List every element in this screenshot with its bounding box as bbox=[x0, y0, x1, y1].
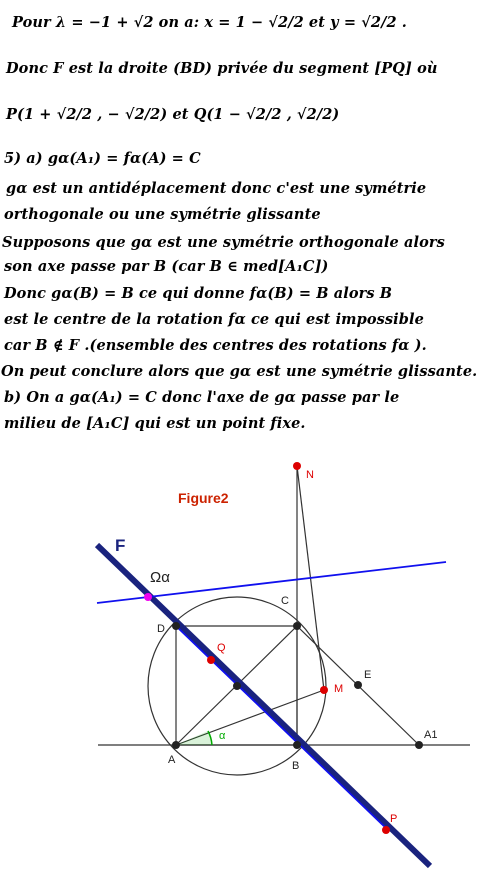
text-line-10: est le centre de la rotation fα ce qui est impossible bbox=[4, 311, 424, 328]
point-p bbox=[382, 826, 390, 834]
point-a1 bbox=[415, 741, 423, 749]
point-c bbox=[293, 622, 301, 630]
geometry-figure bbox=[0, 440, 483, 869]
label-m: M bbox=[334, 683, 344, 695]
figure-title: Figure2 bbox=[178, 490, 229, 506]
label-e: E bbox=[364, 669, 372, 681]
text-line-5: gα est un antidéplacement donc c'est une symétrie bbox=[6, 180, 427, 197]
text-line-8: son axe passe par B (car B ∈ med[A₁C]) bbox=[4, 258, 329, 275]
point-m bbox=[320, 686, 328, 694]
text-line-13: b) On a gα(A₁) = C donc l'axe de gα passe par le bbox=[4, 389, 400, 406]
text-line-11: car B ∉ F .(ensemble des centres des rotations fα ). bbox=[4, 337, 427, 354]
label-a: A bbox=[168, 754, 176, 766]
label-omega: Ωα bbox=[150, 569, 170, 586]
point-n bbox=[293, 462, 301, 470]
text-line-4: 5) a) gα(A₁) = fα(A) = C bbox=[4, 150, 201, 167]
label-n: N bbox=[306, 469, 314, 481]
text-line-6: orthogonale ou une symétrie glissante bbox=[4, 206, 321, 223]
text-line-7: Supposons que gα est une symétrie orthogonale alors bbox=[2, 234, 445, 251]
label-a1: A1 bbox=[424, 729, 438, 741]
point-q bbox=[207, 656, 215, 664]
point-a bbox=[172, 741, 180, 749]
label-alpha: α bbox=[219, 730, 226, 742]
point-d bbox=[172, 622, 180, 630]
text-line-1: Pour λ = −1 + √2 on a: x = 1 − √2/2 et y = √2/2 . bbox=[12, 14, 407, 31]
text-line-2: Donc F est la droite (BD) privée du segment [PQ] où bbox=[6, 60, 438, 77]
figure-svg bbox=[0, 440, 483, 869]
label-c: C bbox=[281, 595, 289, 607]
label-F: F bbox=[115, 536, 126, 555]
point-center bbox=[233, 682, 241, 690]
line-bd bbox=[176, 626, 388, 830]
text-line-12: On peut conclure alors que gα est une symétrie glissante. bbox=[1, 363, 478, 380]
text-line-3: P(1 + √2/2 , − √2/2) et Q(1 − √2/2 , √2/2) bbox=[6, 106, 340, 123]
point-b bbox=[293, 741, 301, 749]
text-line-9: Donc gα(B) = B ce qui donne fα(B) = B alors B bbox=[4, 285, 393, 302]
label-d: D bbox=[157, 623, 165, 635]
point-omega bbox=[144, 593, 152, 601]
text-line-14: milieu de [A₁C] qui est un point fixe. bbox=[4, 415, 306, 432]
point-e bbox=[354, 681, 362, 689]
label-q: Q bbox=[217, 642, 226, 654]
label-p: P bbox=[390, 813, 398, 825]
angle-fill bbox=[176, 731, 212, 745]
label-b: B bbox=[292, 760, 300, 772]
